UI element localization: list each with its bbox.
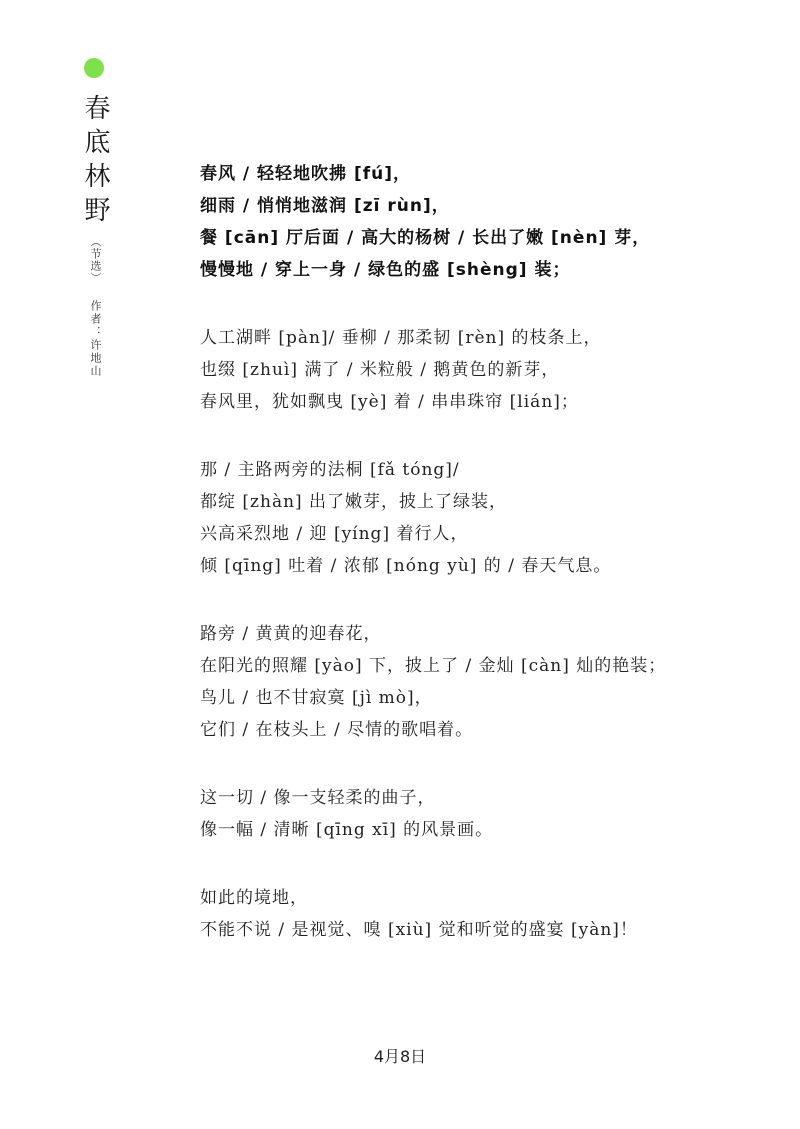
poem-subtitle: （节选） — [89, 236, 102, 284]
stanza — [200, 158, 780, 286]
sidebar — [80, 94, 110, 378]
poem-line: 它们 / 在枝头上 / 尽情的歌唱着。 — [200, 720, 474, 740]
poem-line: 餐 [cān] 厅后面 / 高大的杨树 / 长出了嫩 [nèn] 芽， — [200, 228, 651, 248]
poem-line: 如此的境地， — [200, 888, 308, 908]
poem-line: 那 / 主路两旁的法桐 [fǎ tóng]/ — [200, 460, 460, 480]
stanza — [200, 782, 780, 846]
stanza — [200, 322, 780, 418]
date-footer: 4月8日 — [373, 1047, 427, 1066]
poem-line: 也缀 [zhuì] 满了 / 米粒般 / 鹅黄色的新芽， — [200, 360, 560, 380]
poem-line: 慢慢地 / 穿上一身 / 绿色的盛 [shèng] 装； — [200, 260, 571, 280]
poem-line: 这一切 / 像一支轻柔的曲子， — [200, 788, 436, 808]
poem-line: 细雨 / 悄悄地滋润 [zī rùn]， — [200, 196, 450, 216]
poem-line: 鸟儿 / 也不甘寂寞 [jì mò]， — [200, 688, 433, 708]
poem-title: 春底林野 — [80, 94, 110, 230]
stanza — [200, 618, 780, 746]
poem-line: 人工湖畔 [pàn]/ 垂柳 / 那柔韧 [rèn] 的枝条上， — [200, 328, 602, 348]
stanza — [200, 454, 780, 582]
poem-body — [200, 158, 780, 982]
poem-line: 春风 / 轻轻地吹拂 [fú]， — [200, 164, 412, 184]
poem-line: 路旁 / 黄黄的迎春花， — [200, 624, 382, 644]
stanza — [200, 882, 780, 946]
poem-author: 作者：许地山 — [89, 300, 102, 378]
poem-line: 春风里，犹如飘曳 [yè] 着 / 串串珠帘 [lián]； — [200, 392, 579, 412]
poem-line: 倾 [qīng] 吐着 / 浓郁 [nóng yù] 的 / 春天气息。 — [200, 556, 612, 576]
accent-dot — [84, 58, 104, 78]
poem-line: 在阳光的照耀 [yào] 下，披上了 / 金灿 [càn] 灿的艳装； — [200, 656, 667, 676]
poem-line: 兴高采烈地 / 迎 [yíng] 着行人， — [200, 524, 469, 544]
poem-line: 像一幅 / 清晰 [qīng xī] 的风景画。 — [200, 820, 494, 840]
poem-line: 不能不说 / 是视觉、嗅 [xiù] 觉和听觉的盛宴 [yàn]！ — [200, 920, 638, 940]
poem-line: 都绽 [zhàn] 出了嫩芽，披上了绿装， — [200, 492, 508, 512]
